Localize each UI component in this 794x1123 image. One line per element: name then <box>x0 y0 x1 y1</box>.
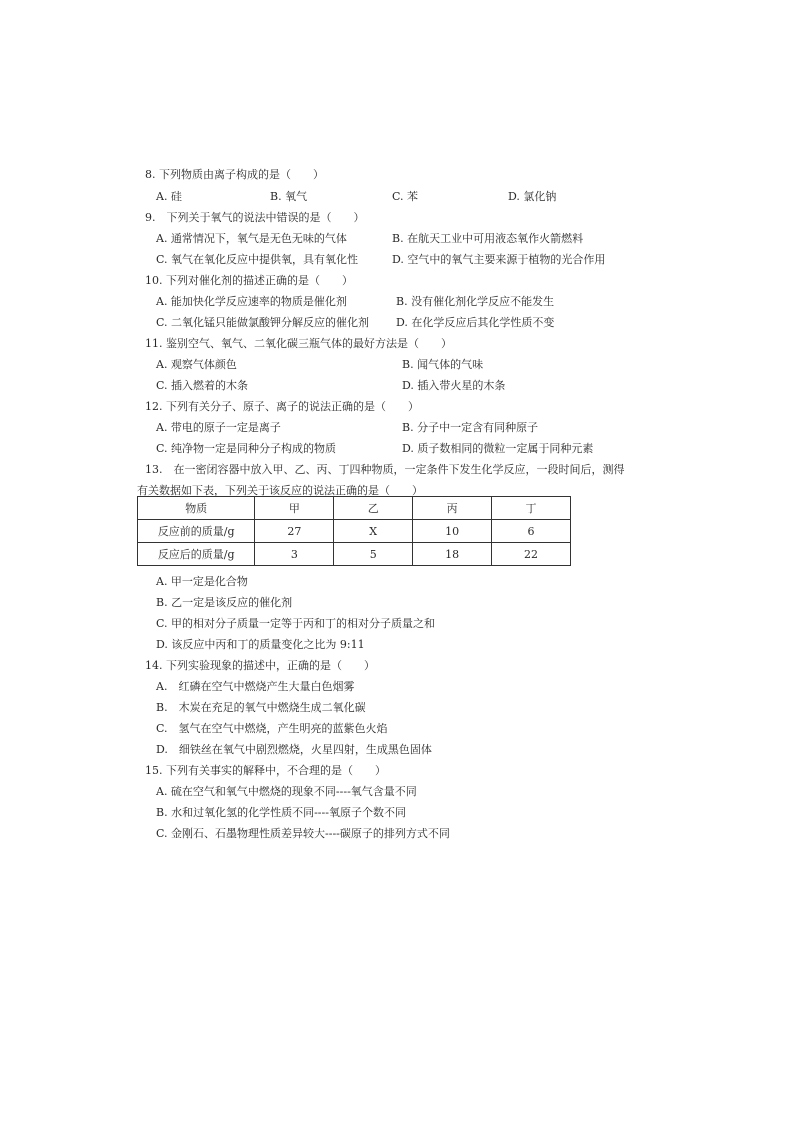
table-cell: 反应后的质量/g <box>138 543 255 566</box>
q13-option-c: C. 甲的相对分子质量一定等于丙和丁的相对分子质量之和 <box>156 617 436 630</box>
table-row <box>138 543 571 566</box>
q12-option-b: B. 分子中一定含有同种原子 <box>402 421 539 434</box>
table-header-cell: 丙 <box>413 497 492 520</box>
q8-option-d: D. 氯化钠 <box>508 190 557 203</box>
q11-option-a: A. 观察气体颜色 <box>156 358 237 371</box>
table-cell: 18 <box>413 543 492 566</box>
q10-option-d: D. 在化学反应后其化学性质不变 <box>396 316 555 329</box>
table-cell: 10 <box>413 520 492 543</box>
q10-option-c: C. 二氧化锰只能做氯酸钾分解反应的催化剂 <box>156 316 370 329</box>
table-header-row <box>138 497 571 520</box>
q14-option-c: C. 氢气在空气中燃烧，产生明亮的蓝紫色火焰 <box>156 722 388 735</box>
q15-option-b: B. 水和过氧化氢的化学性质不同----氧原子个数不同 <box>156 806 406 819</box>
question-8-stem: 8. 下列物质由离子构成的是（ ） <box>145 168 324 181</box>
question-13-stem-line2: 有关数据如下表，下列关于该反应的说法正确的是（ ） <box>137 484 423 497</box>
question-14-stem: 14. 下列实验现象的描述中，正确的是（ ） <box>145 659 375 672</box>
q9-option-d: D. 空气中的氧气主要来源于植物的光合作用 <box>392 253 606 266</box>
table-header-cell: 乙 <box>334 497 413 520</box>
q11-option-d: D. 插入带火星的木条 <box>402 379 506 392</box>
question-12-stem: 12. 下列有关分子、原子、离子的说法正确的是（ ） <box>145 400 419 413</box>
table-cell: 3 <box>255 543 334 566</box>
q11-option-b: B. 闻气体的气味 <box>402 358 484 371</box>
q13-option-d: D. 该反应中丙和丁的质量变化之比为 9:11 <box>156 638 365 651</box>
question-9-stem: 9. 下列关于氧气的说法中错误的是（ ） <box>145 211 365 224</box>
q10-option-b: B. 没有催化剂化学反应不能发生 <box>396 295 555 308</box>
q8-option-c: C. 苯 <box>392 190 419 203</box>
q12-option-c: C. 纯净物一定是同种分子构成的物质 <box>156 442 337 455</box>
q9-option-b: B. 在航天工业中可用液态氧作火箭燃料 <box>392 232 584 245</box>
table-header-cell: 物质 <box>138 497 255 520</box>
q9-option-a: A. 通常情况下，氧气是无色无味的气体 <box>156 232 347 245</box>
table-cell: 22 <box>492 543 571 566</box>
mass-data-table <box>137 496 571 566</box>
q15-option-c: C. 金刚石、石墨物理性质差异较大----碳原子的排列方式不同 <box>156 827 450 840</box>
q13-option-b: B. 乙一定是该反应的催化剂 <box>156 596 293 609</box>
q9-option-c: C. 氧气在氧化反应中提供氧，具有氧化性 <box>156 253 359 266</box>
q15-option-a: A. 硫在空气和氧气中燃烧的现象不同----氧气含量不同 <box>156 785 417 798</box>
q14-option-a: A. 红磷在空气中燃烧产生大量白色烟雾 <box>156 680 355 693</box>
q12-option-a: A. 带电的原子一定是离子 <box>156 421 281 434</box>
question-13-stem-line1: 13. 在一密闭容器中放入甲、乙、丙、丁四种物质，一定条件下发生化学反应，一段时间后，测得 <box>145 463 625 476</box>
q11-option-c: C. 插入燃着的木条 <box>156 379 249 392</box>
table-row <box>138 520 571 543</box>
question-15-stem: 15. 下列有关事实的解释中，不合理的是（ ） <box>145 764 386 777</box>
q8-option-b: B. 氧气 <box>270 190 308 203</box>
table-header-cell: 丁 <box>492 497 571 520</box>
q14-option-d: D. 细铁丝在氧气中剧烈燃烧，火星四射，生成黑色固体 <box>156 743 432 756</box>
table-cell: 5 <box>334 543 413 566</box>
q14-option-b: B. 木炭在充足的氧气中燃烧生成二氧化碳 <box>156 701 366 714</box>
table-cell: 6 <box>492 520 571 543</box>
table-cell: 反应前的质量/g <box>138 520 255 543</box>
table-cell: X <box>334 520 413 543</box>
question-11-stem: 11. 鉴别空气、氧气、二氧化碳三瓶气体的最好方法是（ ） <box>145 337 452 350</box>
question-10-stem: 10. 下列对催化剂的描述正确的是（ ） <box>145 274 353 287</box>
table-header-cell: 甲 <box>255 497 334 520</box>
q12-option-d: D. 质子数相同的微粒一定属于同种元素 <box>402 442 594 455</box>
q13-option-a: A. 甲一定是化合物 <box>156 575 248 588</box>
q10-option-a: A. 能加快化学反应速率的物质是催化剂 <box>156 295 347 308</box>
table-cell: 27 <box>255 520 334 543</box>
q8-option-a: A. 硅 <box>156 190 182 203</box>
